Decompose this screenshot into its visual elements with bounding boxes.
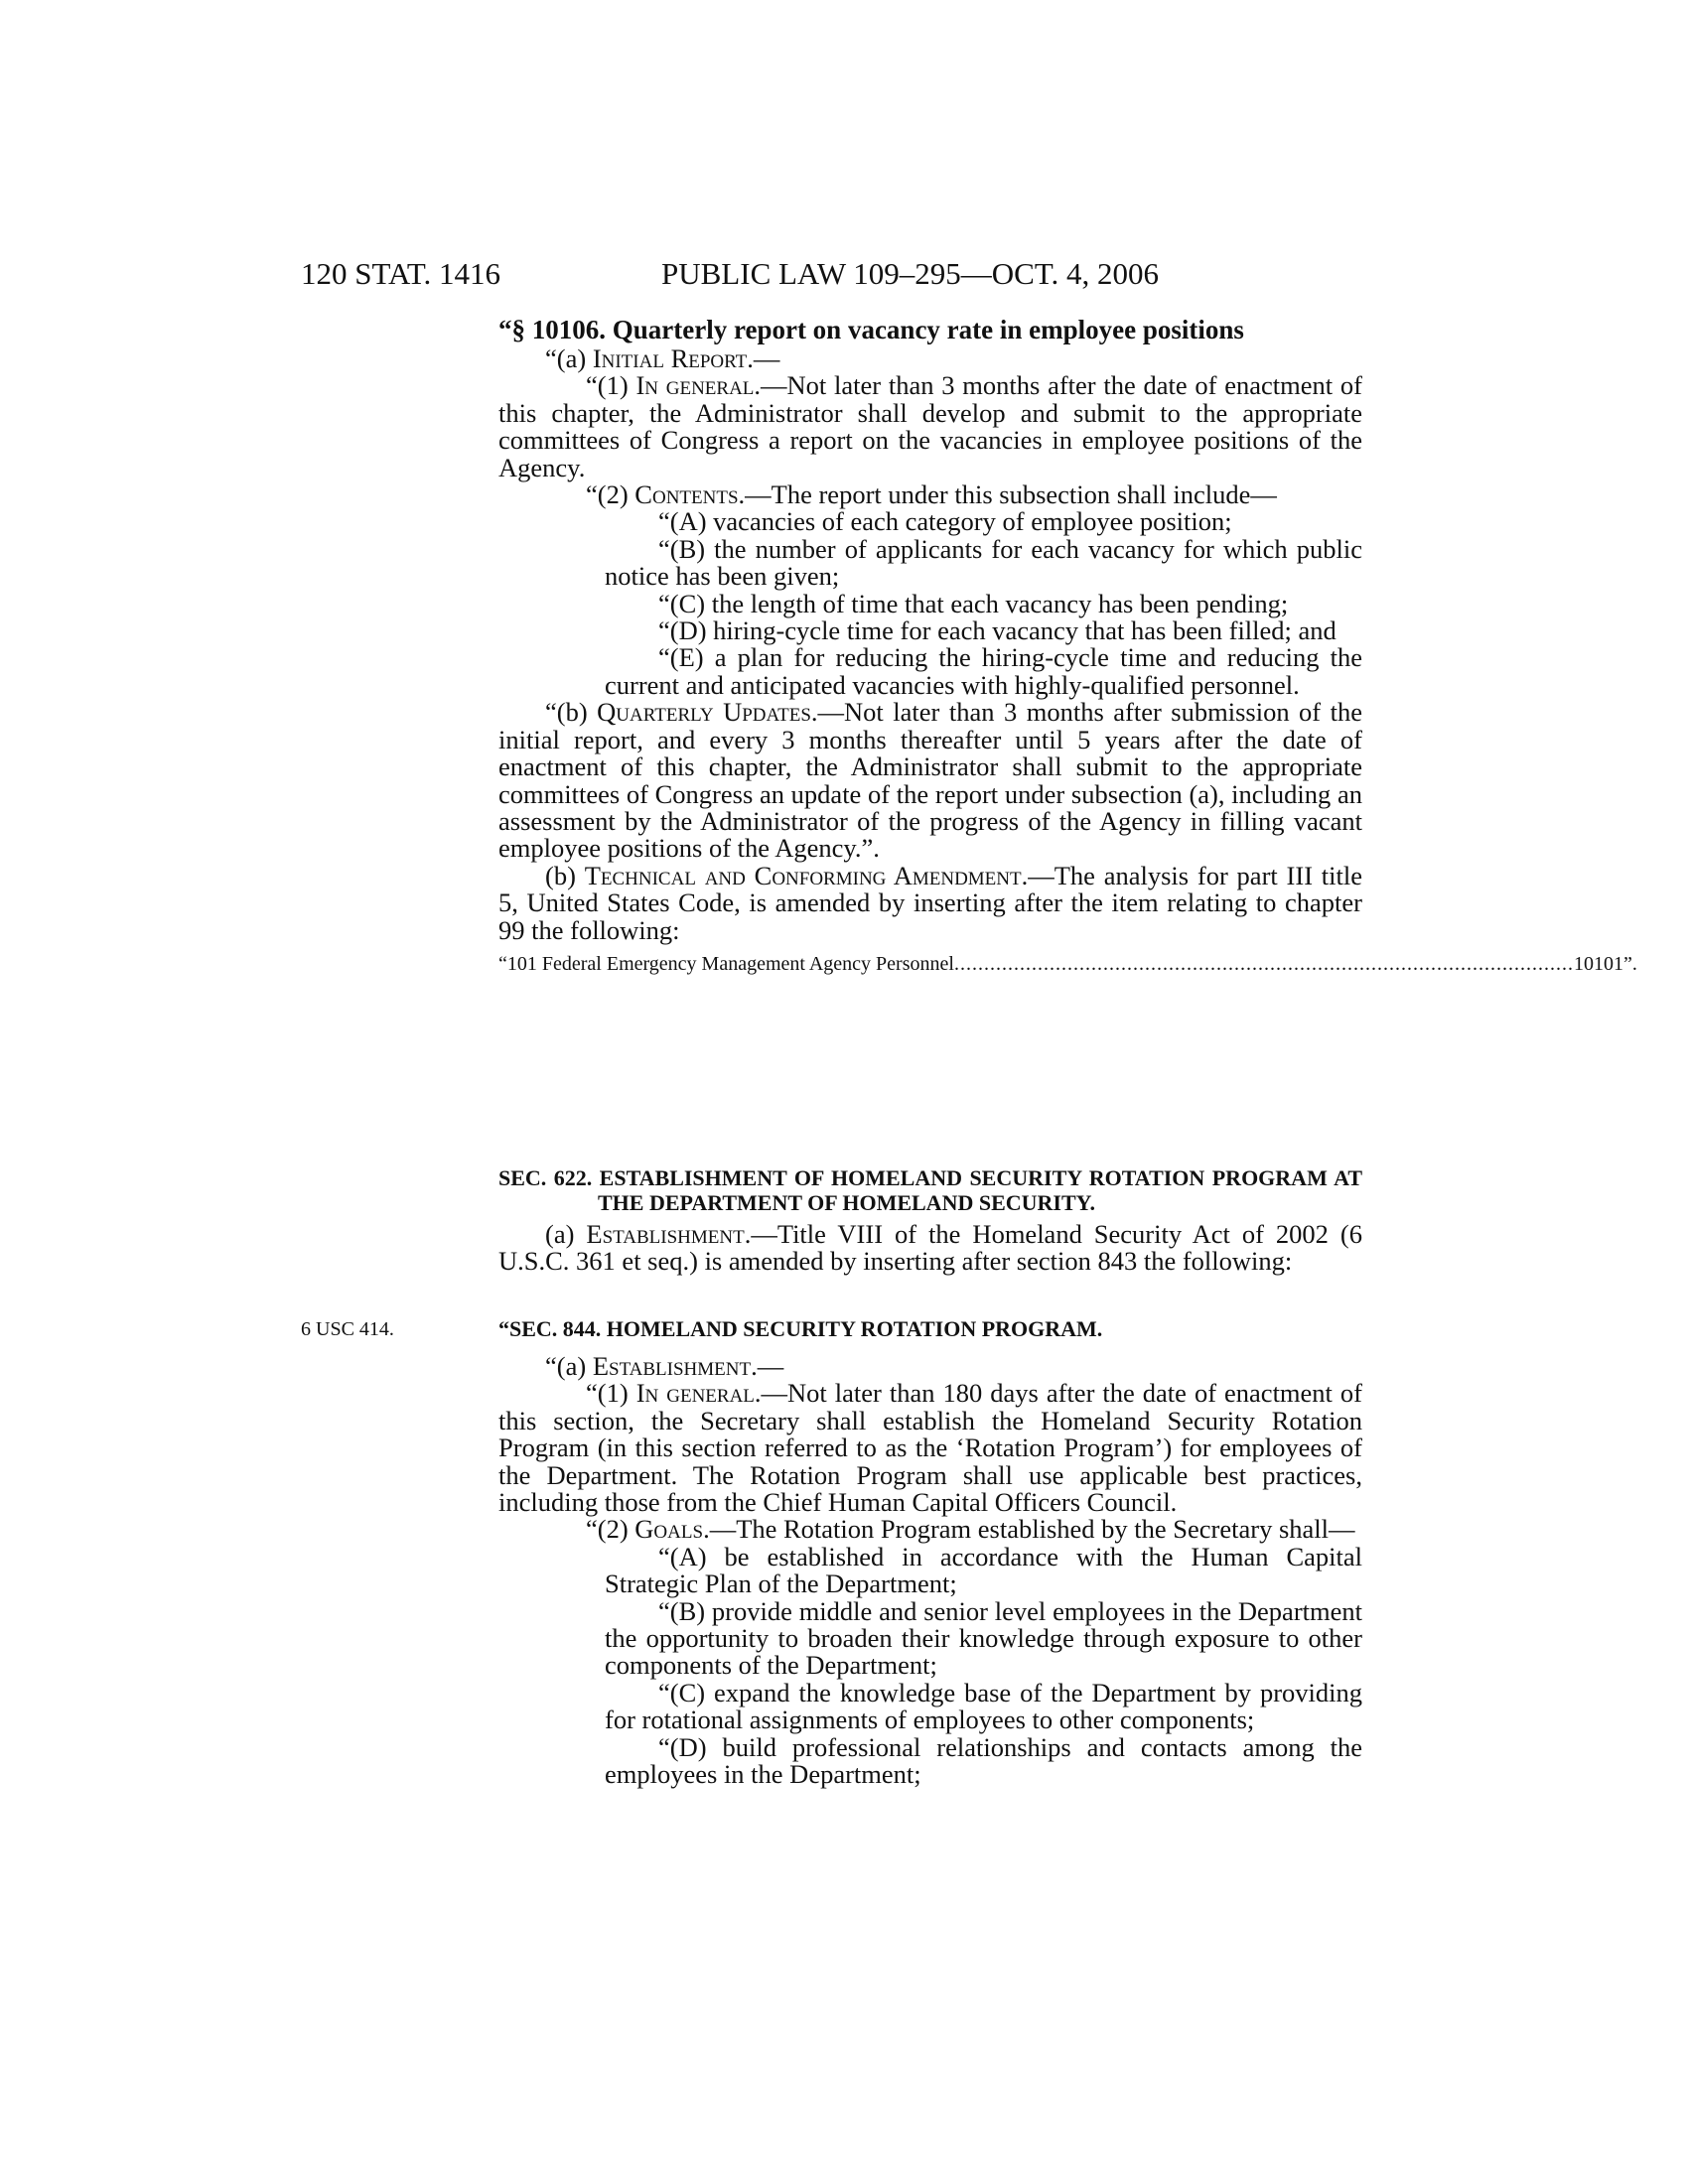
section-844-paragraph-2 — [498, 1516, 1362, 1543]
section-622-subsection-a — [498, 1221, 1362, 1276]
goal-item-A: “(A) be established in accordance with the Human Capital Strategic Plan of the Department; — [605, 1541, 1362, 1599]
section-10106-block — [498, 315, 1637, 976]
subsection-b-label: “(b) — [545, 697, 598, 728]
section-844-a2-title: Goals — [634, 1514, 704, 1545]
section-622-heading: SEC. 622. ESTABLISHMENT OF HOMELAND SECURITY ROTATION PROGRAM AT THE DEPARTMENT OF HOMELAND SECURITY. — [498, 1165, 1362, 1215]
toc-leader-dots: ........................................................................................................ — [953, 952, 1574, 975]
goal-item-B: “(B) provide middle and senior level employees in the Department the opportunity to broaden their knowledge through exposure to other components of the Department; — [605, 1595, 1362, 1681]
page-stat-citation: 120 STAT. 1416 — [301, 256, 501, 291]
table-of-contents-entry — [498, 952, 1637, 976]
paragraph-a1-label: “(1) — [586, 370, 636, 401]
subsection-b-title: Quarterly Updates — [597, 697, 811, 728]
section-844-heading: “SEC. 844. HOMELAND SECURITY ROTATION PROGRAM. — [498, 1316, 1103, 1341]
paragraph-a2-text: .—The report under this subsection shall include— — [738, 479, 1277, 510]
subsection-b-text: .—Not later than 3 months after submission of the initial report, and every 3 months thereafter until 5 years after the date of enactment of this chapter, the Administrator shall submit to the appropriate committees of Congress an update of the report under subsection (a), including an assessment by the Administrator of the progress of the Agency in filling vacant employee positions of the Agency.”. — [498, 697, 1363, 864]
section-844-a1-title: In general — [635, 1378, 755, 1409]
section-844-a1-label: “(1) — [586, 1378, 636, 1409]
technical-amendment-title: Technical and Conforming Amendment — [584, 860, 1022, 890]
paragraph-a1 — [498, 372, 1362, 481]
section-10106-heading: “§ 10106. Quarterly report on vacancy rate in employee positions — [498, 315, 1244, 344]
section-844-paragraph-1 — [498, 1380, 1362, 1516]
section-844-a2-label: “(2) — [586, 1514, 635, 1545]
section-844-subsection-a — [498, 1353, 1362, 1380]
paragraph-a2-label: “(2) — [586, 479, 635, 510]
section-844-a2-text: .—The Rotation Program established by the Secretary shall— — [703, 1514, 1355, 1545]
section-844-a1-text: .—Not later than 180 days after the date of enactment of this section, the Secretary shall establish the Homeland Security Rotation Program (in this section referred to as the ‘Rotation Program’) for employees of the Department. The Rotation Program shall use applicable best practices, including those from the Chief Human Capital Officers Council. — [498, 1378, 1363, 1518]
list-item-B: “(B) the number of applicants for each vacancy for which public notice has been given; — [605, 533, 1362, 592]
list-item-C: “(C) the length of time that each vacancy has been pending; — [658, 588, 1289, 618]
section-622-a-text: .—Title VIII of the Homeland Security Act of 2002 (6 U.S.C. 361 et seq.) is amended by inserting after section 843 the following: — [498, 1219, 1362, 1277]
subsection-a-title: Initial Report — [592, 343, 748, 373]
section-622-a-title: Establishment — [586, 1219, 745, 1249]
goal-item-D: “(D) build professional relationships and contacts among the employees in the Department; — [605, 1731, 1362, 1790]
technical-amendment-paragraph — [498, 860, 1363, 945]
list-item-A: “(A) vacancies of each category of employee position; — [658, 506, 1232, 537]
list-item-D: “(D) hiring-cycle time for each vacancy that has been filled; and — [658, 615, 1336, 646]
margin-note-usc: 6 USC 414. — [301, 1318, 394, 1340]
toc-entry-title: “101 Federal Emergency Management Agency Personnel — [498, 952, 954, 975]
section-844-a-tail: .— — [751, 1351, 784, 1381]
subsection-a-tail: .— — [747, 343, 780, 373]
section-622-block — [498, 1165, 1362, 1276]
technical-amendment-text: .—The analysis for part III title 5, United States Code, is amended by inserting after the item relating to chapter 99 the following: — [498, 860, 1363, 945]
paragraph-a1-text: .—Not later than 3 months after the date of enactment of this chapter, the Administrator shall develop and submit to the appropriate committees of Congress a report on the vacancies in employee positions of the Agency. — [498, 370, 1362, 482]
goal-item-C: “(C) expand the knowledge base of the Department by providing for rotational assignments of employees to other components; — [605, 1677, 1362, 1735]
section-844-block — [498, 1316, 1362, 1789]
section-844-a-label: “(a) — [545, 1351, 593, 1381]
paragraph-a2-title: Contents — [634, 479, 739, 510]
paragraph-a1-title: In general — [635, 370, 755, 401]
paragraph-a2 — [498, 481, 1362, 508]
section-844-a-title: Establishment — [592, 1351, 752, 1381]
technical-amendment-label: (b) — [545, 860, 585, 890]
toc-entry-page: 10101”. — [1573, 952, 1637, 975]
subsection-a-initial-report — [498, 345, 1362, 372]
section-622-a-label: (a) — [545, 1219, 587, 1249]
list-item-E: “(E) a plan for reducing the hiring-cycle time and reducing the current and anticipated vacancies with highly-qualified personnel. — [605, 642, 1362, 700]
subsection-b-quarterly-updates — [498, 699, 1362, 862]
subsection-a-label: “(a) — [545, 343, 593, 373]
running-header-law: PUBLIC LAW 109–295—OCT. 4, 2006 — [661, 256, 1159, 291]
